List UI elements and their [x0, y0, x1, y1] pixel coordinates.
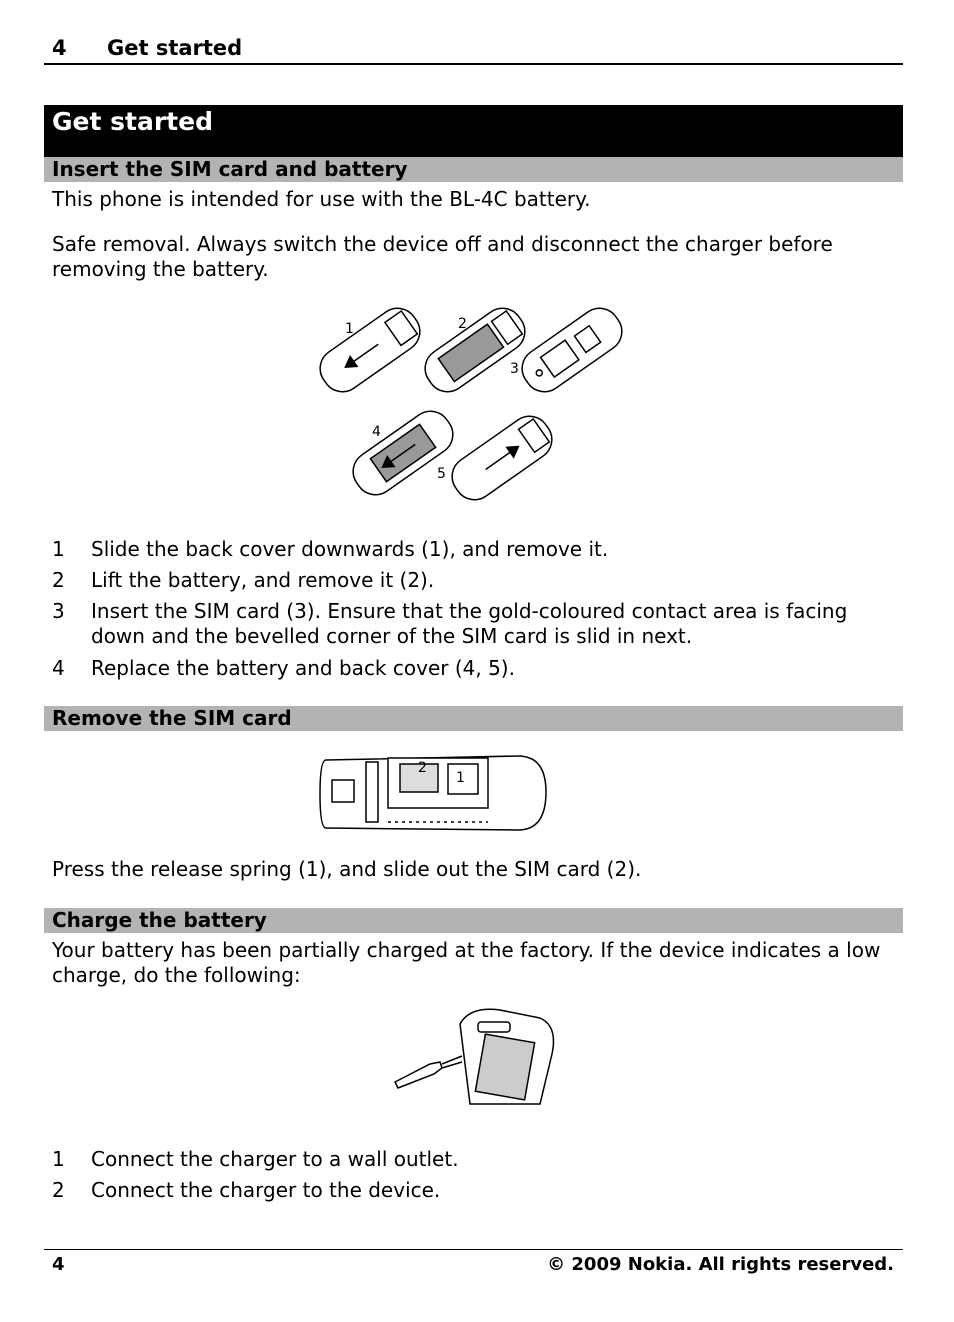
footer-copyright: © 2009 Nokia. All rights reserved. [547, 1254, 894, 1275]
step-text: Connect the charger to the device. [91, 1178, 441, 1202]
header-title: Get started [107, 36, 243, 60]
section-heading-text: Insert the SIM card and battery [52, 157, 408, 181]
figure-label-1: 1 [456, 770, 465, 786]
section-heading-insert [44, 157, 903, 182]
figure-charge-battery [390, 1004, 560, 1108]
step-number: 3 [52, 599, 65, 623]
list-item [52, 568, 902, 593]
figure-label-1: 1 [345, 321, 354, 337]
paragraph-remove-sim: Press the release spring (1), and slide out the SIM card (2). [52, 857, 642, 881]
chapter-title-bar [44, 105, 903, 157]
step-text: Slide the back cover downwards (1), and remove it. [91, 537, 609, 561]
list-item [52, 1147, 902, 1172]
figure-label-3: 3 [510, 361, 519, 377]
step-number: 4 [52, 656, 65, 680]
figure-label-4: 4 [372, 424, 381, 440]
list-item [52, 1178, 902, 1203]
step-text: Insert the SIM card (3). Ensure that the gold-coloured contact area is facing down and the bevelled corner of the SIM card is slid in next. [91, 599, 848, 648]
list-item [52, 537, 902, 562]
figure-insert-sim-battery [310, 298, 640, 518]
figure-label-5: 5 [437, 466, 446, 482]
section-heading-text: Charge the battery [52, 908, 267, 932]
footer-rule [44, 1249, 903, 1250]
step-number: 1 [52, 537, 65, 561]
section-heading-remove [44, 706, 903, 731]
list-item [52, 599, 902, 649]
figure-remove-sim [318, 750, 548, 836]
header-page-number: 4 [52, 36, 67, 60]
step-number: 1 [52, 1147, 65, 1171]
step-text: Lift the battery, and remove it (2). [91, 568, 435, 592]
step-text: Connect the charger to a wall outlet. [91, 1147, 459, 1171]
step-number: 2 [52, 568, 65, 592]
step-number: 2 [52, 1178, 65, 1202]
figure-label-2: 2 [458, 316, 467, 332]
paragraph-battery-intro: This phone is intended for use with the BL-4C battery. [52, 187, 591, 211]
section-heading-text: Remove the SIM card [52, 706, 292, 730]
header-rule [44, 63, 903, 65]
step-text: Replace the battery and back cover (4, 5). [91, 656, 515, 680]
footer-page-number: 4 [52, 1254, 65, 1275]
list-item [52, 656, 902, 681]
paragraph-charge-intro: Your battery has been partially charged at the factory. If the device indicates a low charge, do the following: [52, 938, 881, 987]
section-heading-charge [44, 908, 903, 933]
paragraph-safe-removal: Safe removal. Always switch the device off and disconnect the charger before removing the battery. [52, 232, 833, 281]
figure-label-2: 2 [418, 760, 427, 776]
chapter-title: Get started [52, 107, 213, 136]
